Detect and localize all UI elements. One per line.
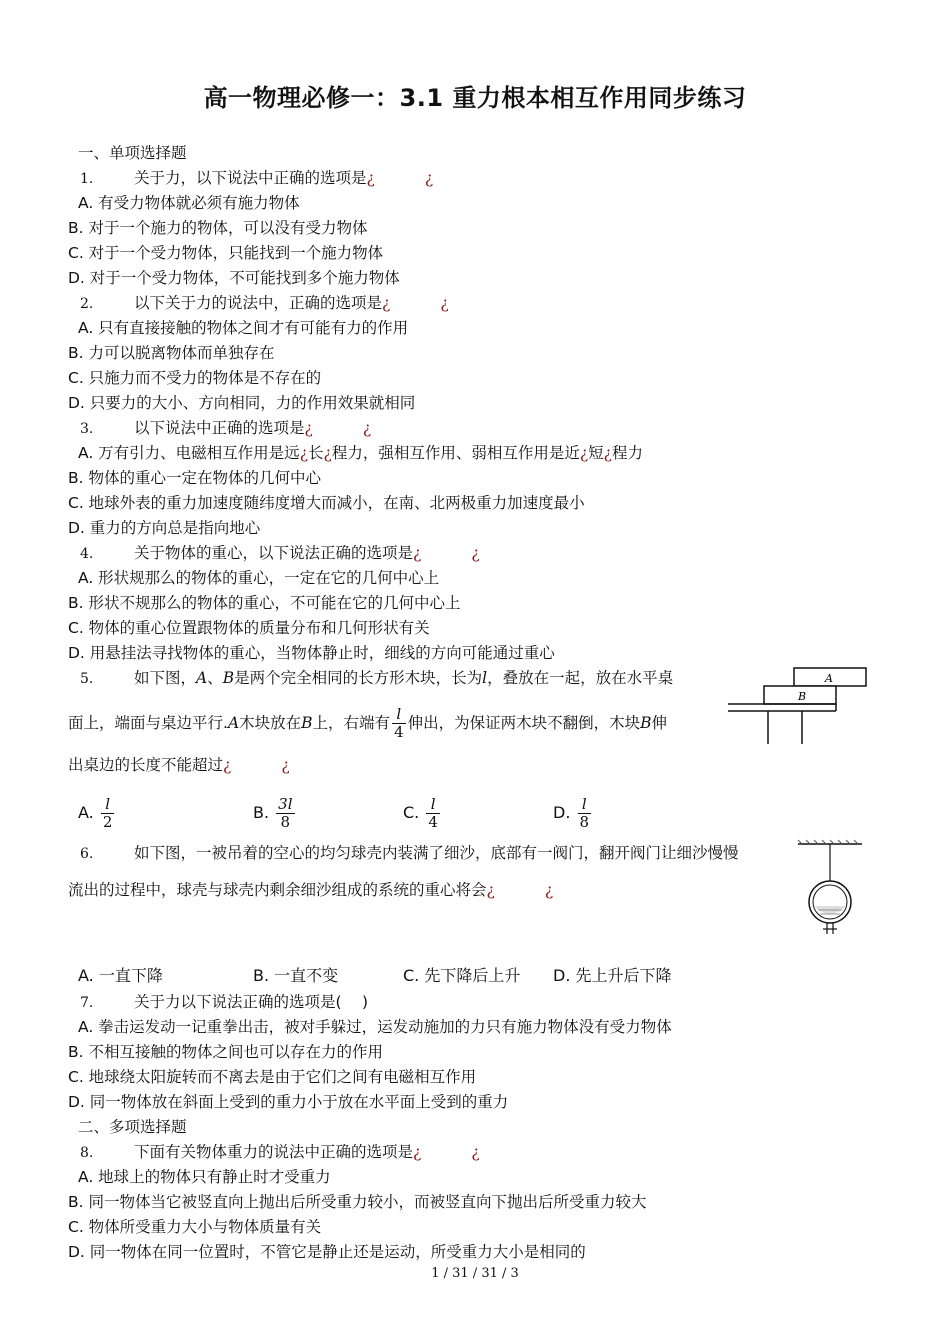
question-5-option-d: D. $\frac{l}{8}$ bbox=[553, 795, 590, 831]
question-5-option-b: B. $\frac{3l}{8}$ bbox=[253, 795, 293, 831]
question-5-option-c: C. $\frac{l}{4}$ bbox=[403, 795, 438, 831]
fraction-l-over-4: $\frac{l}{4}$ bbox=[394, 705, 404, 741]
question-1-option-c: C. 对于一个受力物体，只能找到一个施力物体 bbox=[68, 244, 384, 262]
question-3-option-d: D. 重力的方向总是指向地心 bbox=[68, 519, 261, 537]
question-7-option-c: C. 地球绕太阳旋转而不离去是由于它们之间有电磁相互作用 bbox=[68, 1068, 477, 1086]
question-5-stem-line-1: 5. 如下图，A、B是两个完全相同的长方形木块，长为l，叠放在一起，放在水平桌 bbox=[80, 669, 674, 687]
question-number: 2. bbox=[80, 296, 94, 312]
stacked-blocks-diagram bbox=[728, 664, 873, 749]
question-6-stem-line-2: 流出的过程中，球壳与球壳内剩余细沙组成的系统的重心将会¿ ¿ bbox=[68, 881, 554, 899]
question-number: 6. bbox=[80, 846, 94, 862]
question-7-option-b: B. 不相互接触的物体之间也可以存在力的作用 bbox=[68, 1043, 383, 1061]
question-1-stem: 1. 关于力，以下说法中正确的选项是¿ ¿ bbox=[80, 169, 434, 187]
question-3-option-a: A. 万有引力、电磁相互作用是远¿长¿程力，强相互作用、弱相互作用是近¿短¿程力 bbox=[78, 444, 643, 462]
question-6-option-d: D. 先上升后下降 bbox=[553, 966, 672, 985]
question-number: 5. bbox=[80, 671, 94, 687]
question-3-option-c: C. 地球外表的重力加速度随纬度增大而减小，在南、北两极重力加速度最小 bbox=[68, 494, 585, 512]
block-b-label: B bbox=[798, 690, 807, 703]
question-6-option-b: B. 一直不变 bbox=[253, 966, 339, 985]
question-4-option-c: C. 物体的重心位置跟物体的质量分布和几何形状有关 bbox=[68, 619, 430, 637]
question-3-stem: 3. 以下说法中正确的选项是¿ ¿ bbox=[80, 419, 372, 437]
question-6-option-a: A. 一直下降 bbox=[78, 966, 163, 985]
section-heading-multiple: 二、多项选择题 bbox=[78, 1118, 187, 1136]
question-7-stem: 7. 关于力以下说法正确的选项是( ) bbox=[80, 993, 369, 1011]
question-number: 3. bbox=[80, 421, 94, 437]
question-5-option-a: A. $\frac{l}{2}$ bbox=[78, 795, 113, 831]
question-2-option-d: D. 只要力的大小、方向相同，力的作用效果就相同 bbox=[68, 394, 416, 412]
section-heading-single: 一、单项选择题 bbox=[78, 144, 187, 162]
question-1-option-d: D. 对于一个受力物体，不可能找到多个施力物体 bbox=[68, 269, 400, 287]
page-footer: 1 / 31 / 31 / 3 bbox=[431, 1266, 519, 1281]
question-1-option-a: A. 有受力物体就必须有施力物体 bbox=[78, 194, 300, 212]
question-1-option-b: B. 对于一个施力的物体，可以没有受力物体 bbox=[68, 219, 368, 237]
question-8-option-a: A. 地球上的物体只有静止时才受重力 bbox=[78, 1168, 331, 1186]
block-a-label: A bbox=[825, 672, 833, 685]
question-7-option-a: A. 拳击运发动一记重拳出击，被对手躲过，运发动施加的力只有施力物体没有受力物体 bbox=[78, 1018, 672, 1036]
question-8-option-c: C. 物体所受重力大小与物体质量有关 bbox=[68, 1218, 322, 1236]
question-6-option-c: C. 先下降后上升 bbox=[403, 966, 521, 985]
question-5-stem-line-2: 面上，端面与桌边平行.A木块放在B上，右端有 $\frac{l}{4}$ 伸出，为保证两木块不翻倒，木块B伸 bbox=[68, 705, 668, 741]
question-number: 7. bbox=[80, 995, 94, 1011]
question-4-stem: 4. 关于物体的重心，以下说法正确的选项是¿ ¿ bbox=[80, 544, 480, 562]
question-2-stem: 2. 以下关于力的说法中，正确的选项是¿ ¿ bbox=[80, 294, 449, 312]
question-2-option-b: B. 力可以脱离物体而单独存在 bbox=[68, 344, 275, 362]
question-number: 1. bbox=[80, 171, 94, 187]
question-2-option-a: A. 只有直接接触的物体之间才有可能有力的作用 bbox=[78, 319, 409, 337]
question-6-stem-line-1: 6. 如下图，一被吊着的空心的均匀球壳内装满了细沙，底部有一阀门，翻开阀门让细沙慢慢 bbox=[80, 844, 739, 862]
question-number: 8. bbox=[80, 1145, 94, 1161]
question-3-option-b: B. 物体的重心一定在物体的几何中心 bbox=[68, 469, 321, 487]
hanging-sphere-diagram bbox=[796, 838, 866, 938]
question-4-option-b: B. 形状不规那么的物体的重心，不可能在它的几何中心上 bbox=[68, 594, 461, 612]
page-title: 高一物理必修一：3.1 重力根本相互作用同步练习 bbox=[203, 84, 747, 112]
question-2-option-c: C. 只施力而不受力的物体是不存在的 bbox=[68, 369, 322, 387]
question-8-option-b: B. 同一物体当它被竖直向上抛出后所受重力较小，而被竖直向下抛出后所受重力较大 bbox=[68, 1193, 647, 1211]
question-7-option-d: D. 同一物体放在斜面上受到的重力小于放在水平面上受到的重力 bbox=[68, 1093, 509, 1111]
question-4-option-d: D. 用悬挂法寻找物体的重心，当物体静止时，细线的方向可能通过重心 bbox=[68, 644, 555, 662]
question-number: 4. bbox=[80, 546, 94, 562]
question-5-stem-line-3: 出桌边的长度不能超过¿ ¿ bbox=[68, 756, 290, 774]
question-8-option-d: D. 同一物体在同一位置时，不管它是静止还是运动，所受重力大小是相同的 bbox=[68, 1243, 586, 1261]
question-4-option-a: A. 形状规那么的物体的重心，一定在它的几何中心上 bbox=[78, 569, 440, 587]
question-8-stem: 8. 下面有关物体重力的说法中正确的选项是¿ ¿ bbox=[80, 1143, 480, 1161]
